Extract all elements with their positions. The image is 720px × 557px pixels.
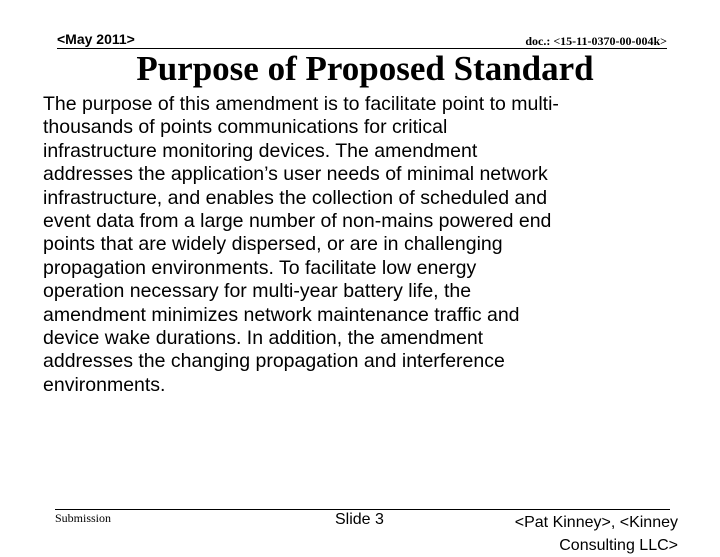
- footer-rule: [55, 509, 670, 510]
- body-paragraph: The purpose of this amendment is to facilitate point to multi- thousands of points communications for critical infrastructure monitoring devices. The amendment addresses the application’s user needs of minimal network infrastructure, and enables the collection of scheduled and event data from a large number of non-mains powered end points that are widely dispersed, or are in challenging propagation environments. To facilitate low energy operation necessary for multi-year battery life, the amendment minimizes network maintenance traffic and device wake durations. In addition, the amendment addresses the changing propagation and interference environments.: [43, 93, 559, 396]
- header-doc-number: doc.: <15-11-0370-00-004k>: [525, 34, 667, 48]
- slide-title: Purpose of Proposed Standard: [136, 49, 594, 88]
- footer-author: <Pat Kinney>, <Kinney Consulting LLC>: [514, 514, 678, 554]
- footer-slide-number: Slide 3: [335, 511, 384, 528]
- header-date: <May 2011>: [57, 31, 135, 47]
- footer-submission: Submission: [55, 511, 112, 525]
